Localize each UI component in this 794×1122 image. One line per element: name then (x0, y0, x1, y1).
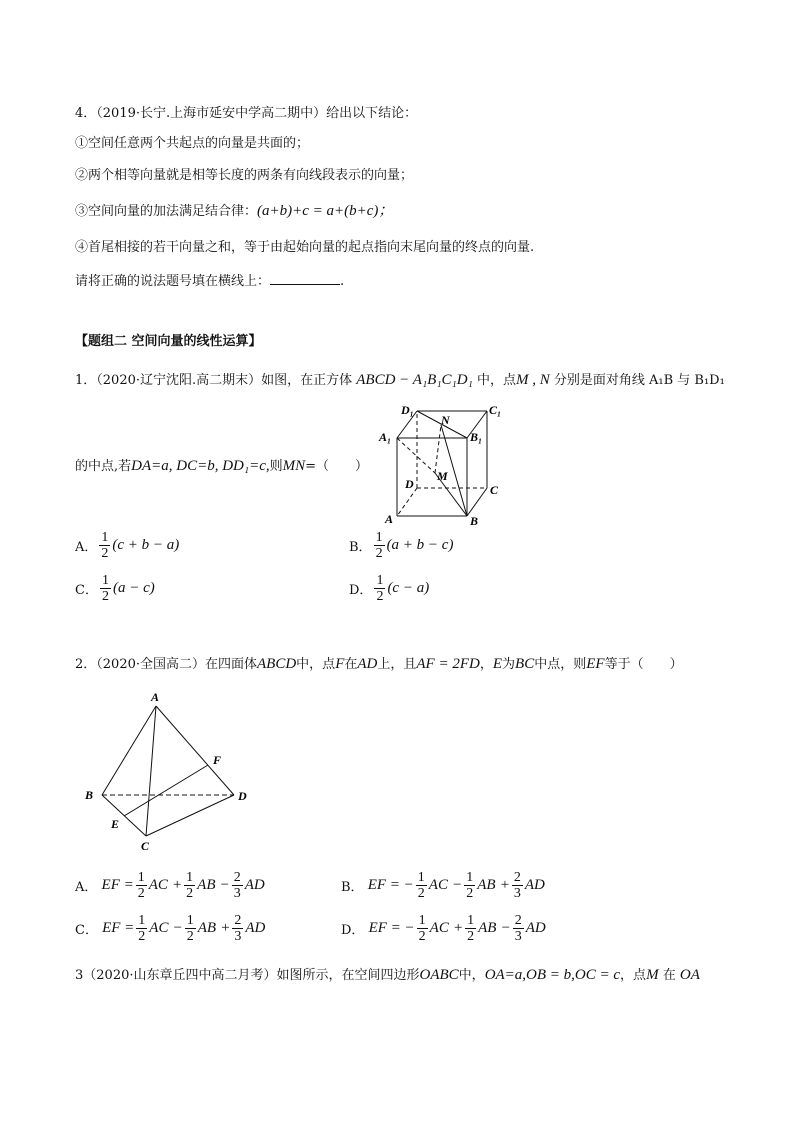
option-letter: D． (349, 583, 373, 598)
q1-option-c[interactable] (75, 573, 155, 604)
fraction-num: 1 (138, 913, 146, 928)
label-a: A (151, 690, 160, 704)
q2-point-e: E (492, 656, 503, 672)
answer-blank[interactable] (270, 272, 340, 285)
fraction-num: 2 (513, 870, 521, 885)
fraction-num: 1 (137, 870, 145, 885)
q4-associative-formula: (a+b)+c = a+(b+c)； (257, 203, 394, 219)
fraction-half (100, 573, 111, 604)
edge-cd (146, 795, 234, 836)
vector-ab: AB (197, 920, 217, 936)
fraction-num: 1 (376, 573, 384, 588)
vector-ef: EF = − (367, 877, 414, 893)
option-letter: C． (75, 923, 98, 938)
q1-stem-line1 (75, 371, 725, 390)
q1-stem-line2 (75, 457, 368, 476)
edge-cb (467, 488, 487, 516)
fraction (136, 870, 147, 901)
q2-edge-bc: BC (515, 656, 535, 672)
fraction-den: 3 (514, 929, 522, 944)
option-letter: A． (75, 880, 98, 895)
fraction (417, 913, 428, 944)
operator: + (172, 877, 183, 893)
vector-ac: AC (148, 877, 168, 893)
vector-ef: EF = (102, 920, 135, 936)
fraction-half (374, 573, 385, 604)
q3-stem-text-d: 在 (662, 968, 676, 983)
fraction (232, 913, 243, 944)
q4-statement-1: ①空间任意两个共起点的向量是共面的； (75, 136, 310, 151)
label-d: D (405, 477, 414, 491)
q1-stem-end: =（ ） (305, 459, 369, 474)
operator: + (452, 920, 464, 936)
label-c1: C₁ (489, 403, 502, 417)
q2-option-c[interactable] (75, 913, 265, 944)
fraction (232, 870, 243, 901)
q3-stem-text-b: 中， (458, 968, 485, 983)
label-d: D (238, 789, 247, 803)
q2-stem-text-e: ， (479, 657, 493, 672)
vector-ef: EF = − (368, 920, 415, 936)
label-e: E (111, 817, 120, 831)
q1-stem-text-e: 则 (269, 459, 283, 474)
vector-ab: AB (478, 920, 497, 936)
q1-option-a[interactable] (75, 530, 179, 561)
edge-ac (146, 706, 156, 836)
fraction-num: 1 (101, 530, 109, 545)
q4-statement-4: ④首尾相接的若干向量之和，等于由起始向量的起点指向末尾向量的终点的向量. (75, 240, 535, 255)
label-a: A (385, 512, 394, 526)
q4-statement-2: ②两个相等向量就是相等长度的两条有向线段表示的向量； (75, 168, 414, 183)
option-expr: (c + b − a) (112, 537, 180, 553)
vector-ac: AC (149, 920, 169, 936)
fraction-den: 2 (101, 546, 109, 561)
vector-ac: AC (428, 877, 448, 893)
option-letter: D． (341, 923, 365, 938)
option-expr: (c − a) (387, 580, 430, 596)
q1-vector-defs: DA=a, DC=b, DD₁=c, (131, 458, 270, 474)
diagonal-a1b (397, 438, 435, 473)
q1-vector-mn: MN (282, 458, 306, 474)
q2-option-b[interactable] (341, 870, 545, 901)
q2-edge-ad: AD (357, 656, 378, 672)
fraction-den: 3 (234, 929, 242, 944)
q2-stem-text-a: 2．（2020·全国高二）在四面体 (75, 657, 257, 672)
q2-stem (75, 655, 683, 674)
q3-point-m: M (646, 967, 659, 983)
fraction-num: 2 (514, 913, 522, 928)
fraction-num: 1 (467, 913, 475, 928)
option-letter: C． (75, 583, 98, 598)
section-title: 【题组二 空间向量的线性运算】 (75, 334, 262, 349)
fraction-half (99, 530, 110, 561)
q3-stem (75, 966, 700, 985)
cube-figure (375, 398, 505, 531)
q4-prompt (75, 272, 344, 291)
segment-ef (124, 765, 208, 816)
vector-ab: AB (197, 877, 216, 893)
q2-stem-text-d: 上，且 (377, 657, 417, 672)
fraction-num: 2 (234, 913, 242, 928)
fraction-num: 1 (186, 870, 194, 885)
fraction-den: 2 (138, 929, 146, 944)
q4-statement-3-text: ③空间向量的加法满足结合律： (75, 204, 258, 219)
fraction-num: 1 (186, 913, 194, 928)
q1-cube-name: ABCD − A₁B₁C₁D₁ (356, 372, 473, 388)
label-a1: A₁ (379, 430, 392, 444)
edge-ab (102, 706, 156, 795)
fraction (464, 870, 475, 901)
operator: − (219, 877, 230, 893)
option-letter: B． (349, 540, 372, 555)
q2-stem-text-f: 为 (502, 657, 516, 672)
fraction-num: 1 (418, 913, 426, 928)
fraction (513, 913, 524, 944)
operator: + (220, 920, 231, 936)
label-m: M (437, 469, 448, 483)
fraction-den: 2 (466, 886, 474, 901)
q3-stem-text-c: ，点 (620, 968, 647, 983)
q4-prompt-end: . (340, 274, 345, 289)
edge-da (397, 488, 417, 516)
label-b: B (470, 514, 479, 528)
label-f: F (213, 753, 222, 767)
q2-option-a[interactable] (75, 870, 265, 901)
label-c: C (490, 483, 499, 497)
q1-stem-text-a: 1．（2020·辽宁沈阳.高二期末）如图，在正方体 (75, 373, 353, 388)
fraction (136, 913, 147, 944)
vector-ef: EF = (101, 877, 134, 893)
q4-statement-3 (75, 202, 393, 221)
q1-points-mn: M , N (515, 372, 550, 388)
q2-point-f: F (335, 656, 345, 672)
q1-stem-text-c: 分别是面对角线 A₁B 与 B₁D₁ (553, 373, 725, 388)
operator: − (500, 920, 511, 936)
label-d1: D₁ (401, 403, 414, 417)
vector-ac: AC (429, 920, 449, 936)
q2-ratio: AF = 2FD (416, 656, 480, 672)
q2-vector-ef: EF (586, 656, 605, 672)
fraction (465, 913, 476, 944)
fraction-den: 2 (417, 886, 425, 901)
q3-segment-oa: OA (679, 967, 700, 983)
fraction-num: 1 (375, 530, 383, 545)
q4-stem: 4．（2019·长宁.上海市延安中学高二期中）给出以下结论： (75, 106, 418, 121)
fraction (185, 913, 196, 944)
fraction-half (374, 530, 385, 561)
fraction (512, 870, 523, 901)
operator: + (499, 877, 510, 893)
q4-prompt-text: 请将正确的说法题号填在横线上： (75, 274, 271, 289)
vector-ab: AB (477, 877, 496, 893)
label-b1: B₁ (470, 430, 483, 444)
operator: − (172, 920, 183, 936)
fraction-num: 1 (417, 870, 425, 885)
q1-option-d[interactable] (349, 573, 429, 604)
vector-ad: AD (244, 877, 265, 893)
fraction-num: 1 (101, 573, 109, 588)
vector-ad: AD (524, 877, 545, 893)
q3-vector-defs: OA=a,OB = b,OC = c (484, 967, 621, 983)
q2-stem-text-g: 中点，则 (534, 657, 587, 672)
operator: − (452, 877, 463, 893)
q3-stem-text-a: 3（2020·山东章丘四中高二月考）如图所示，在空间四边形 (75, 968, 420, 983)
q2-tetrahedron-name: ABCD (257, 656, 297, 672)
fraction-den: 2 (101, 589, 109, 604)
option-expr: (a + b − c) (386, 537, 454, 553)
fraction-den: 2 (375, 546, 383, 561)
option-letter: A． (75, 540, 98, 555)
q3-quadrilateral-name: OABC (419, 967, 459, 983)
edge-ad (156, 706, 234, 795)
label-c: C (141, 839, 150, 853)
vector-ad: AD (245, 920, 266, 936)
fraction-den: 2 (418, 929, 426, 944)
fraction-num: 1 (466, 870, 474, 885)
fraction (416, 870, 427, 901)
fraction-num: 2 (233, 870, 241, 885)
fraction-den: 3 (233, 886, 241, 901)
q2-stem-text-b: 中，点 (296, 657, 336, 672)
fraction-den: 2 (376, 589, 384, 604)
label-n: N (441, 413, 450, 427)
tetrahedron-figure (78, 688, 258, 853)
fraction-den: 2 (467, 929, 475, 944)
q1-stem-text-b: 中，点 (476, 373, 516, 388)
label-b: B (85, 788, 94, 802)
q2-stem-text-c: 在 (344, 657, 358, 672)
fraction-den: 2 (137, 886, 145, 901)
segment-mn (435, 425, 441, 473)
fraction (184, 870, 195, 901)
q1-option-b[interactable] (349, 530, 453, 561)
fraction-den: 2 (186, 886, 194, 901)
q2-option-d[interactable] (341, 913, 546, 944)
fraction-den: 3 (513, 886, 521, 901)
q2-stem-end: 等于（ ） (604, 657, 683, 672)
option-expr: (a − c) (112, 580, 155, 596)
option-letter: B． (341, 880, 364, 895)
q1-stem-text-d: 的中点,若 (75, 459, 132, 474)
vector-ad: AD (525, 920, 546, 936)
fraction-den: 2 (186, 929, 194, 944)
